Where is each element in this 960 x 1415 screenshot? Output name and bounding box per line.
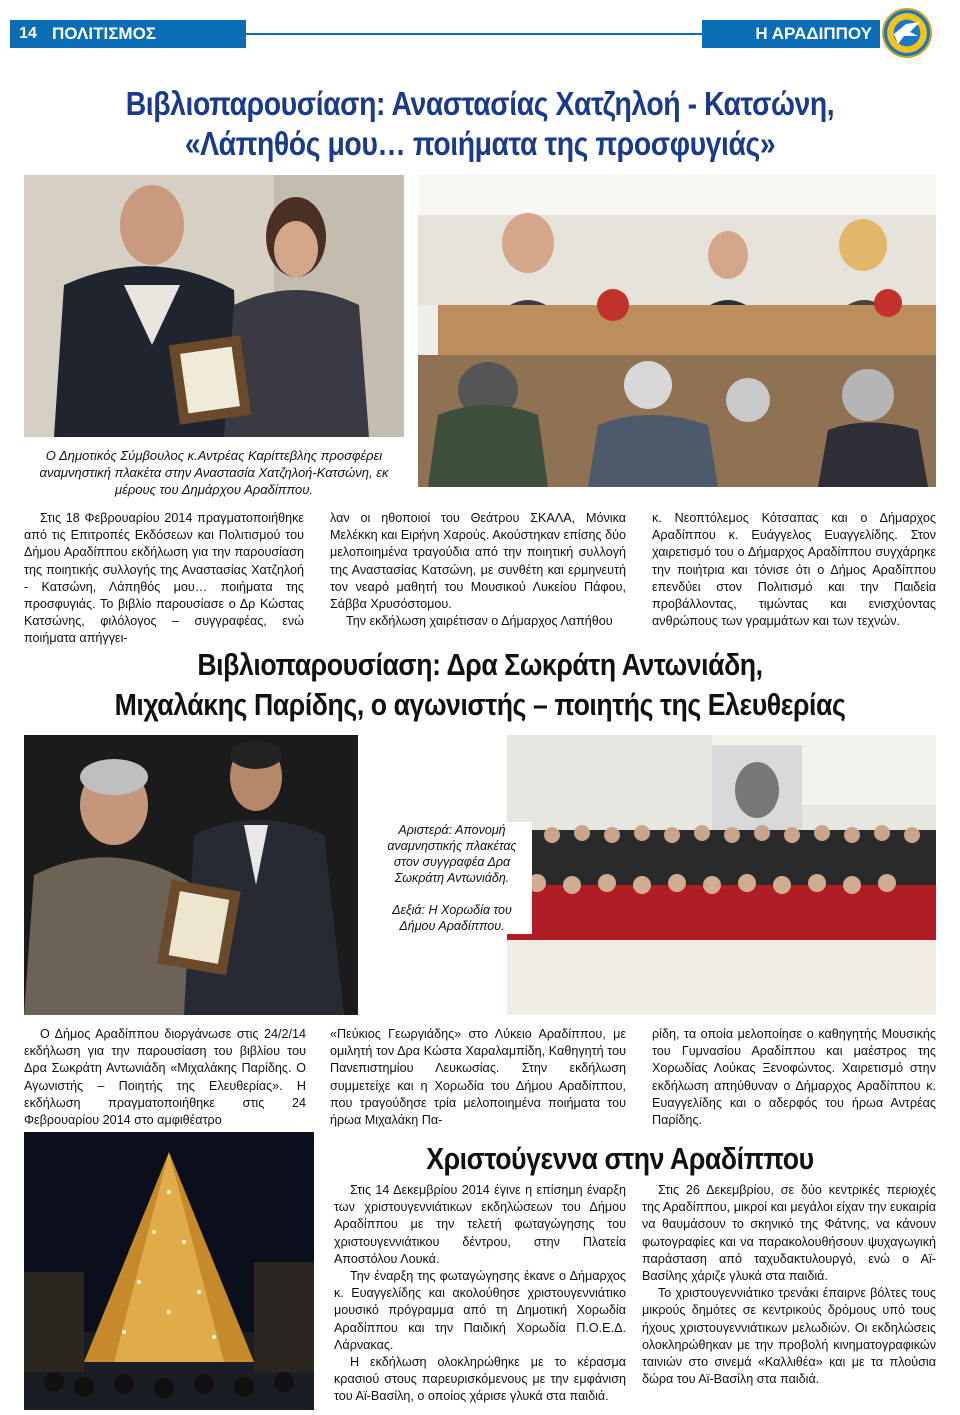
article2-paragraph-2: «Πεύκιος Γεωργιάδης» στο Λύκειο Αραδίππου, με ομιλητή τον Δρα Κώστα Χαραλαμπίδη, Καθηγητή του Πανεπιστημίου Λευκωσίας. Στην εκδήλωση συμμετείχε και η Χορωδία του Δήμου Αραδίππου, που τραγούδησε τρία μελοποιημένα ποιήματα του ήρωα Μιχαλάκη Πα-: [330, 1027, 626, 1128]
article1-photo-caption: [24, 447, 404, 498]
article2-title-line1: Βιβλιοπαρουσίαση: Δρα Σωκράτη Αντωνιάδη,: [197, 647, 763, 682]
article2-paragraph-3: ρίδη, τα οποία μελοποίησε ο καθηγητής Μουσικής του Γυμνασίου Αραδίππου και μαέστρος της Χορωδίας Λούκας Ξενοφώντος. Χαιρετισμό στην εκδήλωση απηύθυναν ο Δήμαρχος Αραδίππου κ. Ευαγγελίδης και ο αδερφός του ήρωα Αντρέας Παρίδης.: [652, 1027, 936, 1128]
article3-column-2: [642, 1182, 936, 1388]
municipality-logo-icon: [882, 8, 932, 58]
article1-column-3: [652, 510, 936, 630]
article3-paragraph-2: Την έναρξη της φωταγώγησης έκανε ο Δήμαρχος κ. Ευαγγελίδης και ακολούθησε χριστουγεννιάτικο μουσικό πρόγραμμα από τη Δημοτική Χορωδία Αραδίππου και την Παιδική Χορωδία Π.Ο.Ε.Δ. Λάρνακας.: [334, 1269, 626, 1352]
article2-paragraph-1: Ο Δήμος Αραδίππου διοργάνωσε στις 24/2/14 εκδήλωση για την παρουσίαση του βιβλίου του Δρα Σωκράτη Αντωνιάδη «Μιχαλάκης Παρίδης. Ο Αγωνιστής – Ποιητής της Ελευθερίας». Η εκδήλωση πραγματοποιήθηκε στις 24 Φεβρουαρίου 2014 στο αμφιθέατρο: [24, 1027, 306, 1128]
article2-column-2: [330, 1026, 626, 1129]
photo-presentation-audience: [418, 175, 936, 487]
article1-paragraph-4: κ. Νεοπτόλεμος Κότσαπας και ο Δήμαρχος Αραδίππου κ. Ευάγγελος Ευαγγελίδης. Στον χαιρετισμό του ο Δήμαρχος Αραδίππου συγχάρηκε την ποιήτρια και τόνισε ότι ο Δήμος Αραδίππου επενδύει στον Πολιτισμό και την Παιδεία προβάλλοντας, τιμώντας και ενισχύοντας ανθρώπους των γραμμάτων και των τεχνών.: [652, 511, 936, 629]
article3-paragraph-3: Η εκδήλωση ολοκληρώθηκε με το κέρασμα κρασιού στους παρευρισκόμενους με την εμφάνιση του Αϊ-Βασίλη, ο οποίος χάρισε γλυκά στα παιδιά.: [334, 1355, 626, 1404]
article1-caption-line3: μέρους του Δημάρχου Αραδίππου.: [115, 482, 313, 497]
article3-column-1: [334, 1182, 626, 1406]
article1-paragraph-2: λαν οι ηθοποιοί του Θεάτρου ΣΚΑΛΑ, Μόνικα Μελέκκη και Ειρήνη Χαρούς. Ακούστηκαν επίσης δύο μελοποιημένα τραγούδια από την ποιητική συλλογή της Αναστασίας Κατσώνη, με συνθέτη και ερμηνευτή τον νεαρό μαθητή του Μουσικού Λυκείου Πάφου, Σάββα Χρυσόστομου.: [330, 511, 626, 612]
article1-paragraph-3: Την εκδήλωση χαιρέτισαν ο Δήμαρχος Λαπήθου: [346, 614, 613, 629]
article3-paragraph-4: Στις 26 Δεκεμβρίου, σε δύο κεντρικές περιοχές της Αραδίππου, μικροί και μεγάλοι είχαν την ευκαιρία να θαυμάσουν το σκηνικό της Φάτνης, να κάνουν φωτογραφίες και να παρακολουθήσουν ψυχαγωγική παράσταση από ταχυδακτυλουργό, ενώ ο Αϊ-Βασίλης χάριζε γλυκά στα παιδιά.: [642, 1183, 936, 1284]
header-divider: [246, 33, 702, 35]
photo-plaque-presentation: [24, 175, 404, 437]
article1-title: [119, 84, 841, 164]
caption-right-line1: Δεξιά: Η Χορωδία του: [392, 903, 512, 917]
caption-left-line3: στον συγγραφέα Δρα: [393, 855, 511, 869]
article3-title: Χριστούγεννα στην Αραδίππου: [426, 1141, 814, 1176]
article1-paragraph-1: Στις 18 Φεβρουαρίου 2014 πραγματοποιήθηκε από τις Επιτροπές Εκδόσεων και Πολιτισμού του Δήμου Αραδίππου εκδήλωση για την παρουσίαση της ποιητικής συλλογής της Αναστασίας Χατζηλοή - Κατσώνη, Λάπηθός μου… ποιήματα της προσφυγιάς. Το βιβλίο παρουσίασε ο Δρ Κώστας Κατσώνης, φιλόλογος – συγγραφέας, ενώ ποιήματα απήγγει-: [24, 511, 304, 646]
section-name: ΠΟΛΙΤΙΣΜΟΣ: [46, 20, 246, 48]
page-number: 14: [10, 20, 46, 48]
article3-paragraph-1: Στις 14 Δεκεμβρίου 2014 έγινε η επίσημη έναρξη των χριστουγεννιάτικων εκδηλώσεων του Δήμου Αραδίππου με την τελετή φωταγώγησης του χριστουγεννιάτικου δέντρου, στην Πλατεία Αποστόλου Λουκά.: [334, 1183, 626, 1266]
article2-column-1: [24, 1026, 306, 1129]
article3-paragraph-5: Το χριστουγεννιάτικο τρενάκι έπαιρνε βόλτες τους μικρούς δημότες σε κεντρικούς δρόμους υπό τους ήχους χριστουγεννιάτικων μελωδιών. Οι εκδηλώσεις ολοκληρώθηκαν με την προβολή κινηματογραφικών ταινιών στο σινεμά «Καλλιθέα» και με τα πλούσια δώρα του Αϊ-Βασίλη στα παιδιά.: [642, 1286, 936, 1387]
article2-column-3: [652, 1026, 936, 1129]
photo-christmas-tree: [24, 1132, 314, 1410]
caption-left-line4: Σωκράτη Αντωνιάδη.: [394, 871, 510, 885]
article1-column-1: [24, 510, 304, 648]
article1-title-line2: «Λάπηθός μου… ποιήματα της προσφυγιάς»: [184, 125, 776, 162]
caption-right-line2: Δήμου Αραδίππου.: [399, 919, 505, 933]
photo-author-award: [24, 735, 358, 1015]
article1-title-line1: Βιβλιοπαρουσίαση: Αναστασίας Χατζηλοή - Κατσώνη,: [125, 85, 835, 122]
article1-column-2: [330, 510, 626, 630]
article2-title-line2: Μιχαλάκης Παρίδης, ο αγωνιστής – ποιητής της Ελευθερίας: [114, 687, 846, 722]
caption-left-line2: αναμνηστικής πλακέτας: [387, 839, 517, 853]
article2-photo-caption: [372, 822, 532, 934]
article2-title: [102, 645, 859, 725]
article1-caption-line1: Ο Δημοτικός Σύμβουλος κ.Αντρέας Καρίττεβλης προσφέρει: [45, 448, 383, 463]
caption-left-line1: Αριστερά: Απονομή: [398, 823, 506, 837]
article1-caption-line2: αναμνηστική πλακέτα στην Αναστασία Χατζηλοή-Κατσώνη, εκ: [39, 465, 389, 480]
newspaper-name: Η ΑΡΑΔΙΠΠΟΥ: [702, 20, 880, 48]
